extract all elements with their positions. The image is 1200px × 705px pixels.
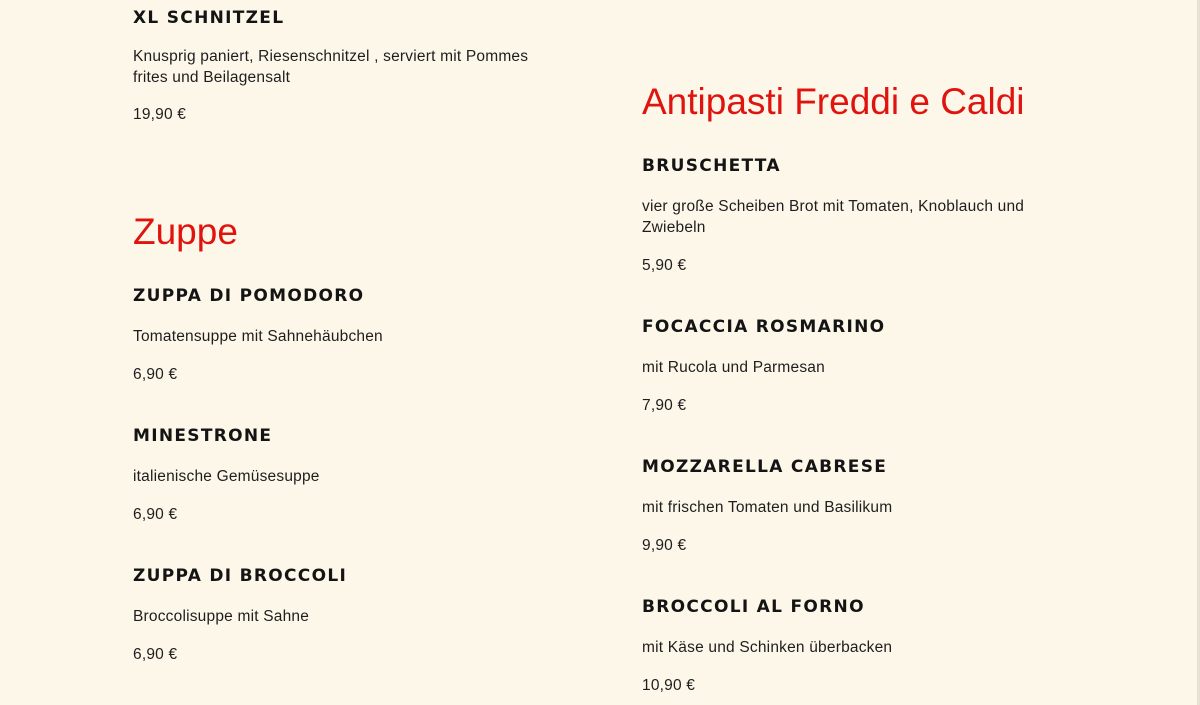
menu-item-description: Tomatensuppe mit Sahnehäubchen xyxy=(133,328,383,345)
menu-item-name: MOZZARELLA CABRESE xyxy=(642,457,888,477)
menu-item-name: BROCCOLI AL FORNO xyxy=(642,597,865,617)
menu-item-price: 6,90 € xyxy=(133,506,178,523)
menu-item xyxy=(642,457,1072,556)
menu-item-description: mit Käse und Schinken überbacken xyxy=(642,639,893,656)
menu-item-price: 6,90 € xyxy=(133,366,178,383)
menu-item xyxy=(642,597,1072,696)
section-title-antipasti: Antipasti Freddi e Caldi xyxy=(642,81,1025,122)
menu-item xyxy=(133,286,563,385)
menu-item-name: BRUSCHETTA xyxy=(642,156,781,176)
menu-item-description: Knusprig paniert, Riesenschnitzel , serviert mit Pommes frites und Beilagensalt xyxy=(133,48,529,86)
section-title-zuppe: Zuppe xyxy=(133,211,238,252)
menu-item-price: 9,90 € xyxy=(642,537,687,554)
menu-item xyxy=(642,317,1072,416)
menu-item-name: XL SCHNITZEL xyxy=(133,8,285,28)
menu-item-name: ZUPPA DI POMODORO xyxy=(133,286,365,306)
menu-item-name: ZUPPA DI BROCCOLI xyxy=(133,566,348,586)
menu-item-description: mit frischen Tomaten und Basilikum xyxy=(642,499,893,516)
menu-item-description: italienische Gemüsesuppe xyxy=(133,468,320,485)
menu-item-name: MINESTRONE xyxy=(133,426,273,446)
menu-item-price: 7,90 € xyxy=(642,397,687,414)
menu-item xyxy=(133,426,563,525)
menu-item xyxy=(642,156,1072,276)
menu-item xyxy=(133,8,563,125)
menu-item-description: vier große Scheiben Brot mit Tomaten, Knoblauch und Zwiebeln xyxy=(642,198,1025,236)
menu-item-price: 6,90 € xyxy=(133,646,178,663)
menu-item-price: 10,90 € xyxy=(642,677,696,694)
menu-item-price: 19,90 € xyxy=(133,106,187,123)
menu-item-price: 5,90 € xyxy=(642,257,687,274)
menu-item-description: Broccolisuppe mit Sahne xyxy=(133,608,310,625)
menu-item-description: mit Rucola und Parmesan xyxy=(642,359,825,376)
menu-item-name: FOCACCIA ROSMARINO xyxy=(642,317,886,337)
menu-item xyxy=(133,566,563,665)
